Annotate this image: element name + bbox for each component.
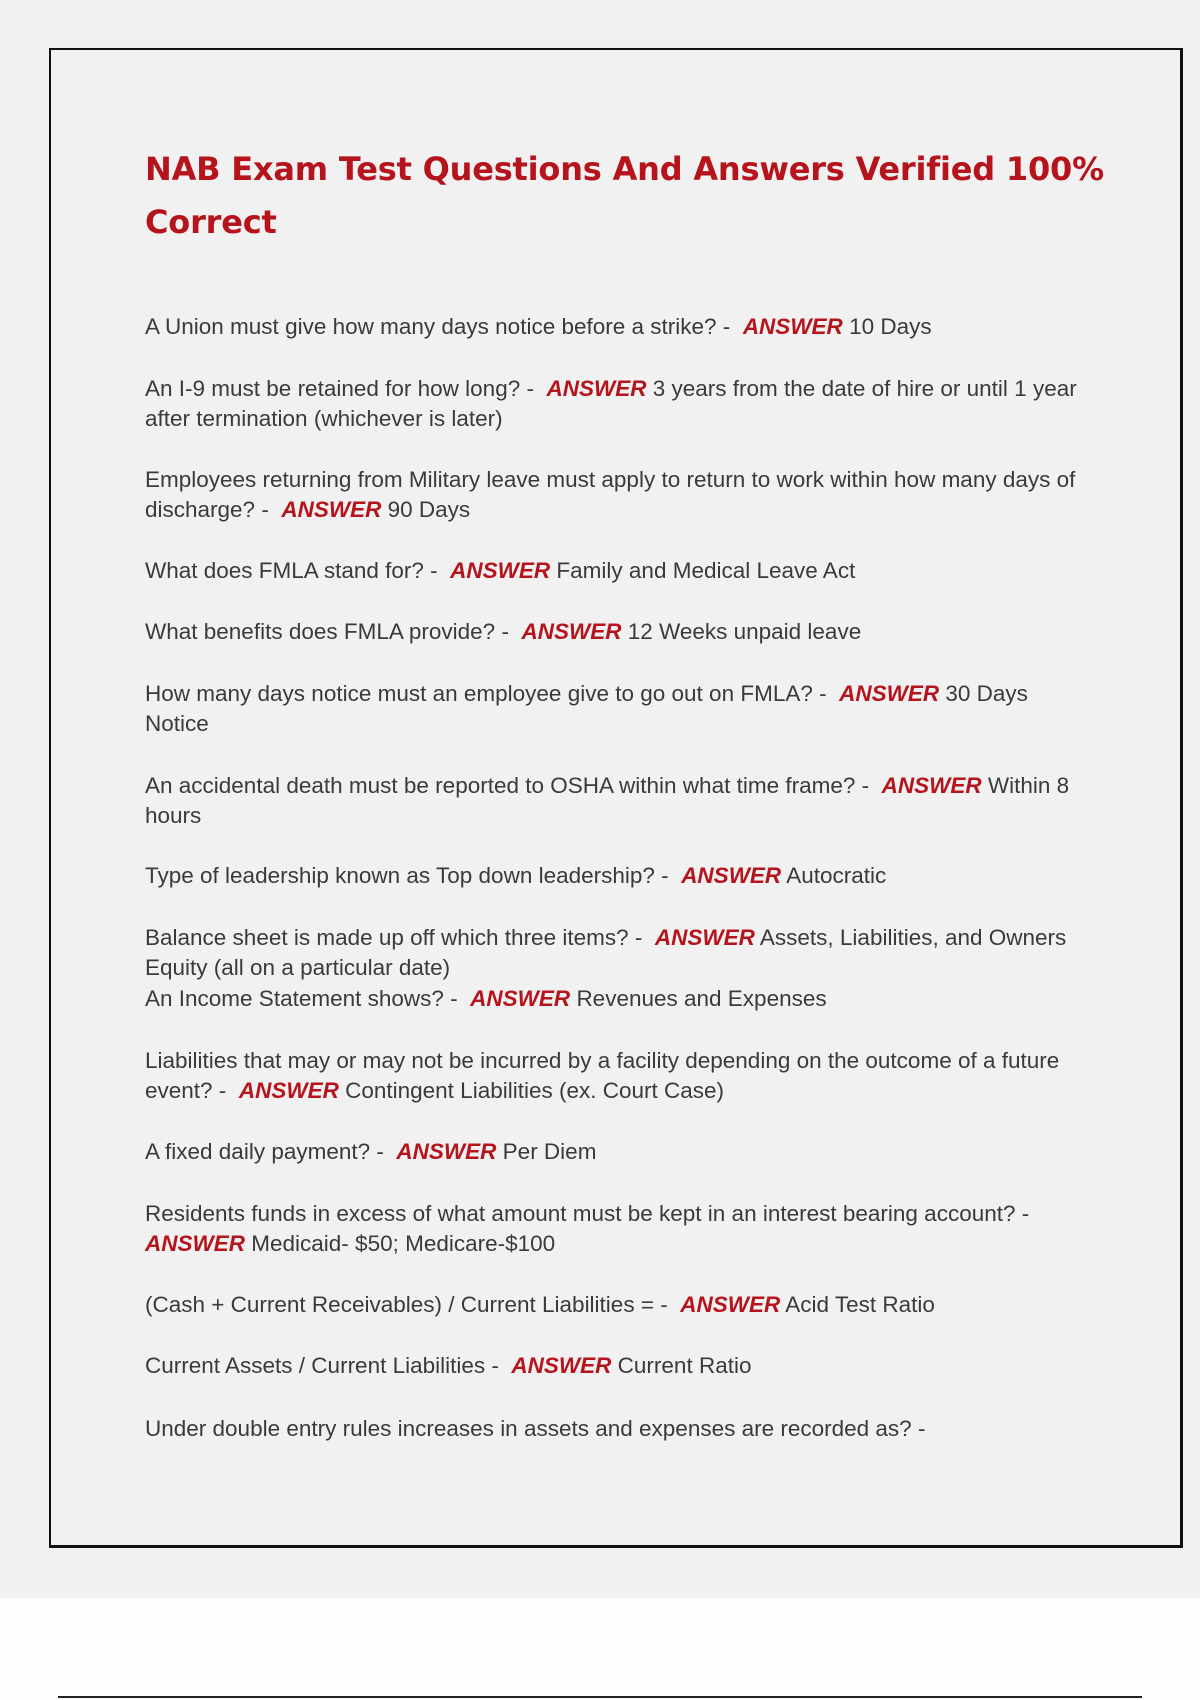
question-text: Current Assets / Current Liabilities - [145,1353,499,1378]
question-text: Balance sheet is made up off which three items? - [145,925,643,950]
answer-text: Current Ratio [617,1353,752,1378]
answer-label: ANSWER [521,619,622,644]
next-page-area [0,1598,1200,1700]
answer-text: Autocratic [786,863,887,888]
question-text: Residents funds in excess of what amount must be kept in an interest bearing account? - [145,1201,1030,1226]
qa-item [145,923,1090,983]
answer-text: 90 Days [387,497,471,522]
question-text: Under double entry rules increases in assets and expenses are recorded as? - [145,1416,926,1441]
answer-text: Acid Test Ratio [785,1292,935,1317]
answer-label: ANSWER [511,1353,612,1378]
qa-item [145,1351,1090,1381]
question-text: What benefits does FMLA provide? - [145,619,509,644]
question-text: An Income Statement shows? - [145,986,458,1011]
qa-item [145,1137,1090,1167]
qa-item [145,617,1090,647]
answer-text: 12 Weeks unpaid leave [627,619,862,644]
qa-item [145,1046,1090,1106]
qa-item [145,312,1090,342]
qa-item [145,1290,1090,1320]
answer-label: ANSWER [681,863,782,888]
qa-item [145,374,1090,434]
answer-label: ANSWER [281,497,382,522]
qa-item [145,984,1090,1014]
page-divider [58,1696,1142,1698]
question-text: What does FMLA stand for? - [145,558,438,583]
answer-label: ANSWER [145,1231,245,1256]
question-text: Liabilities that may or may not be incurred by a facility depending on the outcome of a future event? - [145,1048,1060,1103]
question-text: An I-9 must be retained for how long? - [145,376,534,401]
answer-label: ANSWER [881,773,982,798]
question-text: An accidental death must be reported to OSHA within what time frame? - [145,773,870,798]
answer-label: ANSWER [742,314,843,339]
question-text: (Cash + Current Receivables) / Current Liabilities = - [145,1292,668,1317]
answer-text: Within 8 hours [145,773,1070,828]
answer-text: Family and Medical Leave Act [556,558,856,583]
answer-label: ANSWER [654,925,755,950]
answer-text: Assets, Liabilities, and Owners Equity (all on a particular date) [145,925,1067,980]
qa-item [145,1414,1090,1444]
answer-label: ANSWER [238,1078,339,1103]
qa-item [145,1199,1090,1259]
question-text: A Union must give how many days notice before a strike? - [145,314,731,339]
question-text: How many days notice must an employee give to go out on FMLA? - [145,681,827,706]
answer-text: 30 Days Notice [145,681,1028,736]
answer-text: Medicaid- $50; Medicare-$100 [251,1231,556,1256]
document-title: NAB Exam Test Questions And Answers Verified 100% Correct [145,150,1104,241]
answer-label: ANSWER [546,376,647,401]
answer-label: ANSWER [470,986,571,1011]
qa-item [145,679,1090,739]
question-text: Employees returning from Military leave must apply to return to work within how many days of discharge? - [145,467,1076,522]
question-text: A fixed daily payment? - [145,1139,384,1164]
answer-label: ANSWER [839,681,940,706]
answer-text: Revenues and Expenses [576,986,827,1011]
qa-item [145,465,1090,525]
qa-item [145,771,1090,831]
qa-item [145,556,1090,586]
answer-text: 3 years from the date of hire or until 1 year after termination (whichever is later) [145,376,1077,431]
answer-label: ANSWER [450,558,551,583]
answer-text: Contingent Liabilities (ex. Court Case) [345,1078,725,1103]
question-text: Type of leadership known as Top down leadership? - [145,863,669,888]
answer-text: Per Diem [502,1139,597,1164]
qa-item [145,861,1090,891]
answer-label: ANSWER [396,1139,497,1164]
answer-text: 10 Days [849,314,932,339]
answer-label: ANSWER [680,1292,781,1317]
